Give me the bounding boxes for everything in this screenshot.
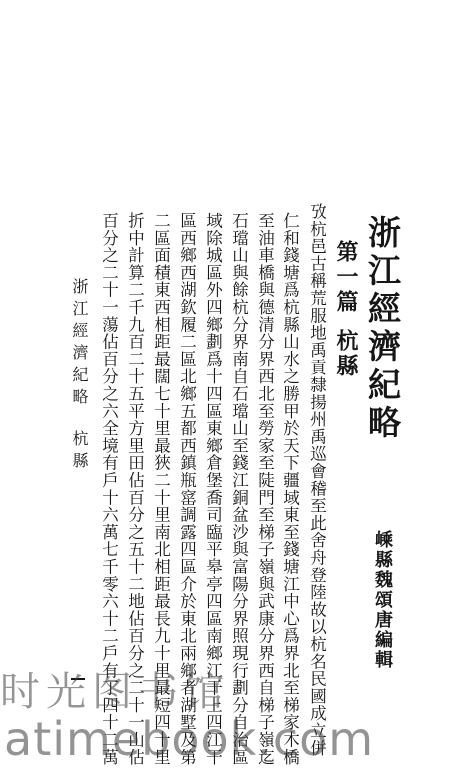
section-heading — [335, 240, 357, 379]
body-column: 仁和錢塘爲杭縣山水之勝甲於天下疆域東至錢塘江中心爲界北至梯家木橋 — [280, 212, 300, 766]
watermark-url: atimebook.com — [4, 712, 375, 766]
body-column: 區西鄉西湖欽履二區北鄉五都西鎮瓶窰調露四區介於東北兩鄉者湖墅及第 — [177, 212, 197, 766]
body-column: 百分之二十一蕩佔百分之六全境有戶十六萬七千零六十二戶有丁四十二萬 — [99, 212, 119, 766]
body-column: 域除城區外四鄉劃爲十四區東鄉倉堡喬司臨平皋亭四區南鄉江干上四江干 — [203, 212, 223, 766]
body-column: 二區面積東西相距最闊七十里最狹二十里南北相距最長九十里最短四十里 — [151, 212, 171, 766]
body-column: 至油車橋與德清分界西北至勞家至陡門至梯子嶺與武康分界西自梯子嶺迄 — [255, 212, 275, 766]
body-column: 攷杭邑古稱荒服地禹貢隸揚州禹巡會稽至此舍舟登陸故以杭名民國成立併 — [307, 203, 327, 757]
author-credit: 嵊縣魏頌唐編輯 — [372, 530, 393, 670]
footer-section-name: 杭縣 — [70, 430, 89, 474]
section-name: 杭縣 — [333, 329, 359, 379]
body-column: 石璫山與餘杭分界南自石璫山至錢江銅盆沙與富陽分界照現行劃分自治區 — [229, 212, 249, 766]
footer-book-title: 浙江經濟紀略 — [70, 278, 89, 410]
section-number: 第一篇 — [333, 240, 359, 315]
watermark-chinese: 时光图书馆 — [0, 669, 230, 715]
body-column: 折中計算二千九百二十五平方里田佔百分之五十二地佔百分之二十一山佔 — [125, 212, 145, 766]
book-title: 浙江經濟紀略 — [363, 215, 402, 443]
page-footer — [71, 278, 87, 474]
